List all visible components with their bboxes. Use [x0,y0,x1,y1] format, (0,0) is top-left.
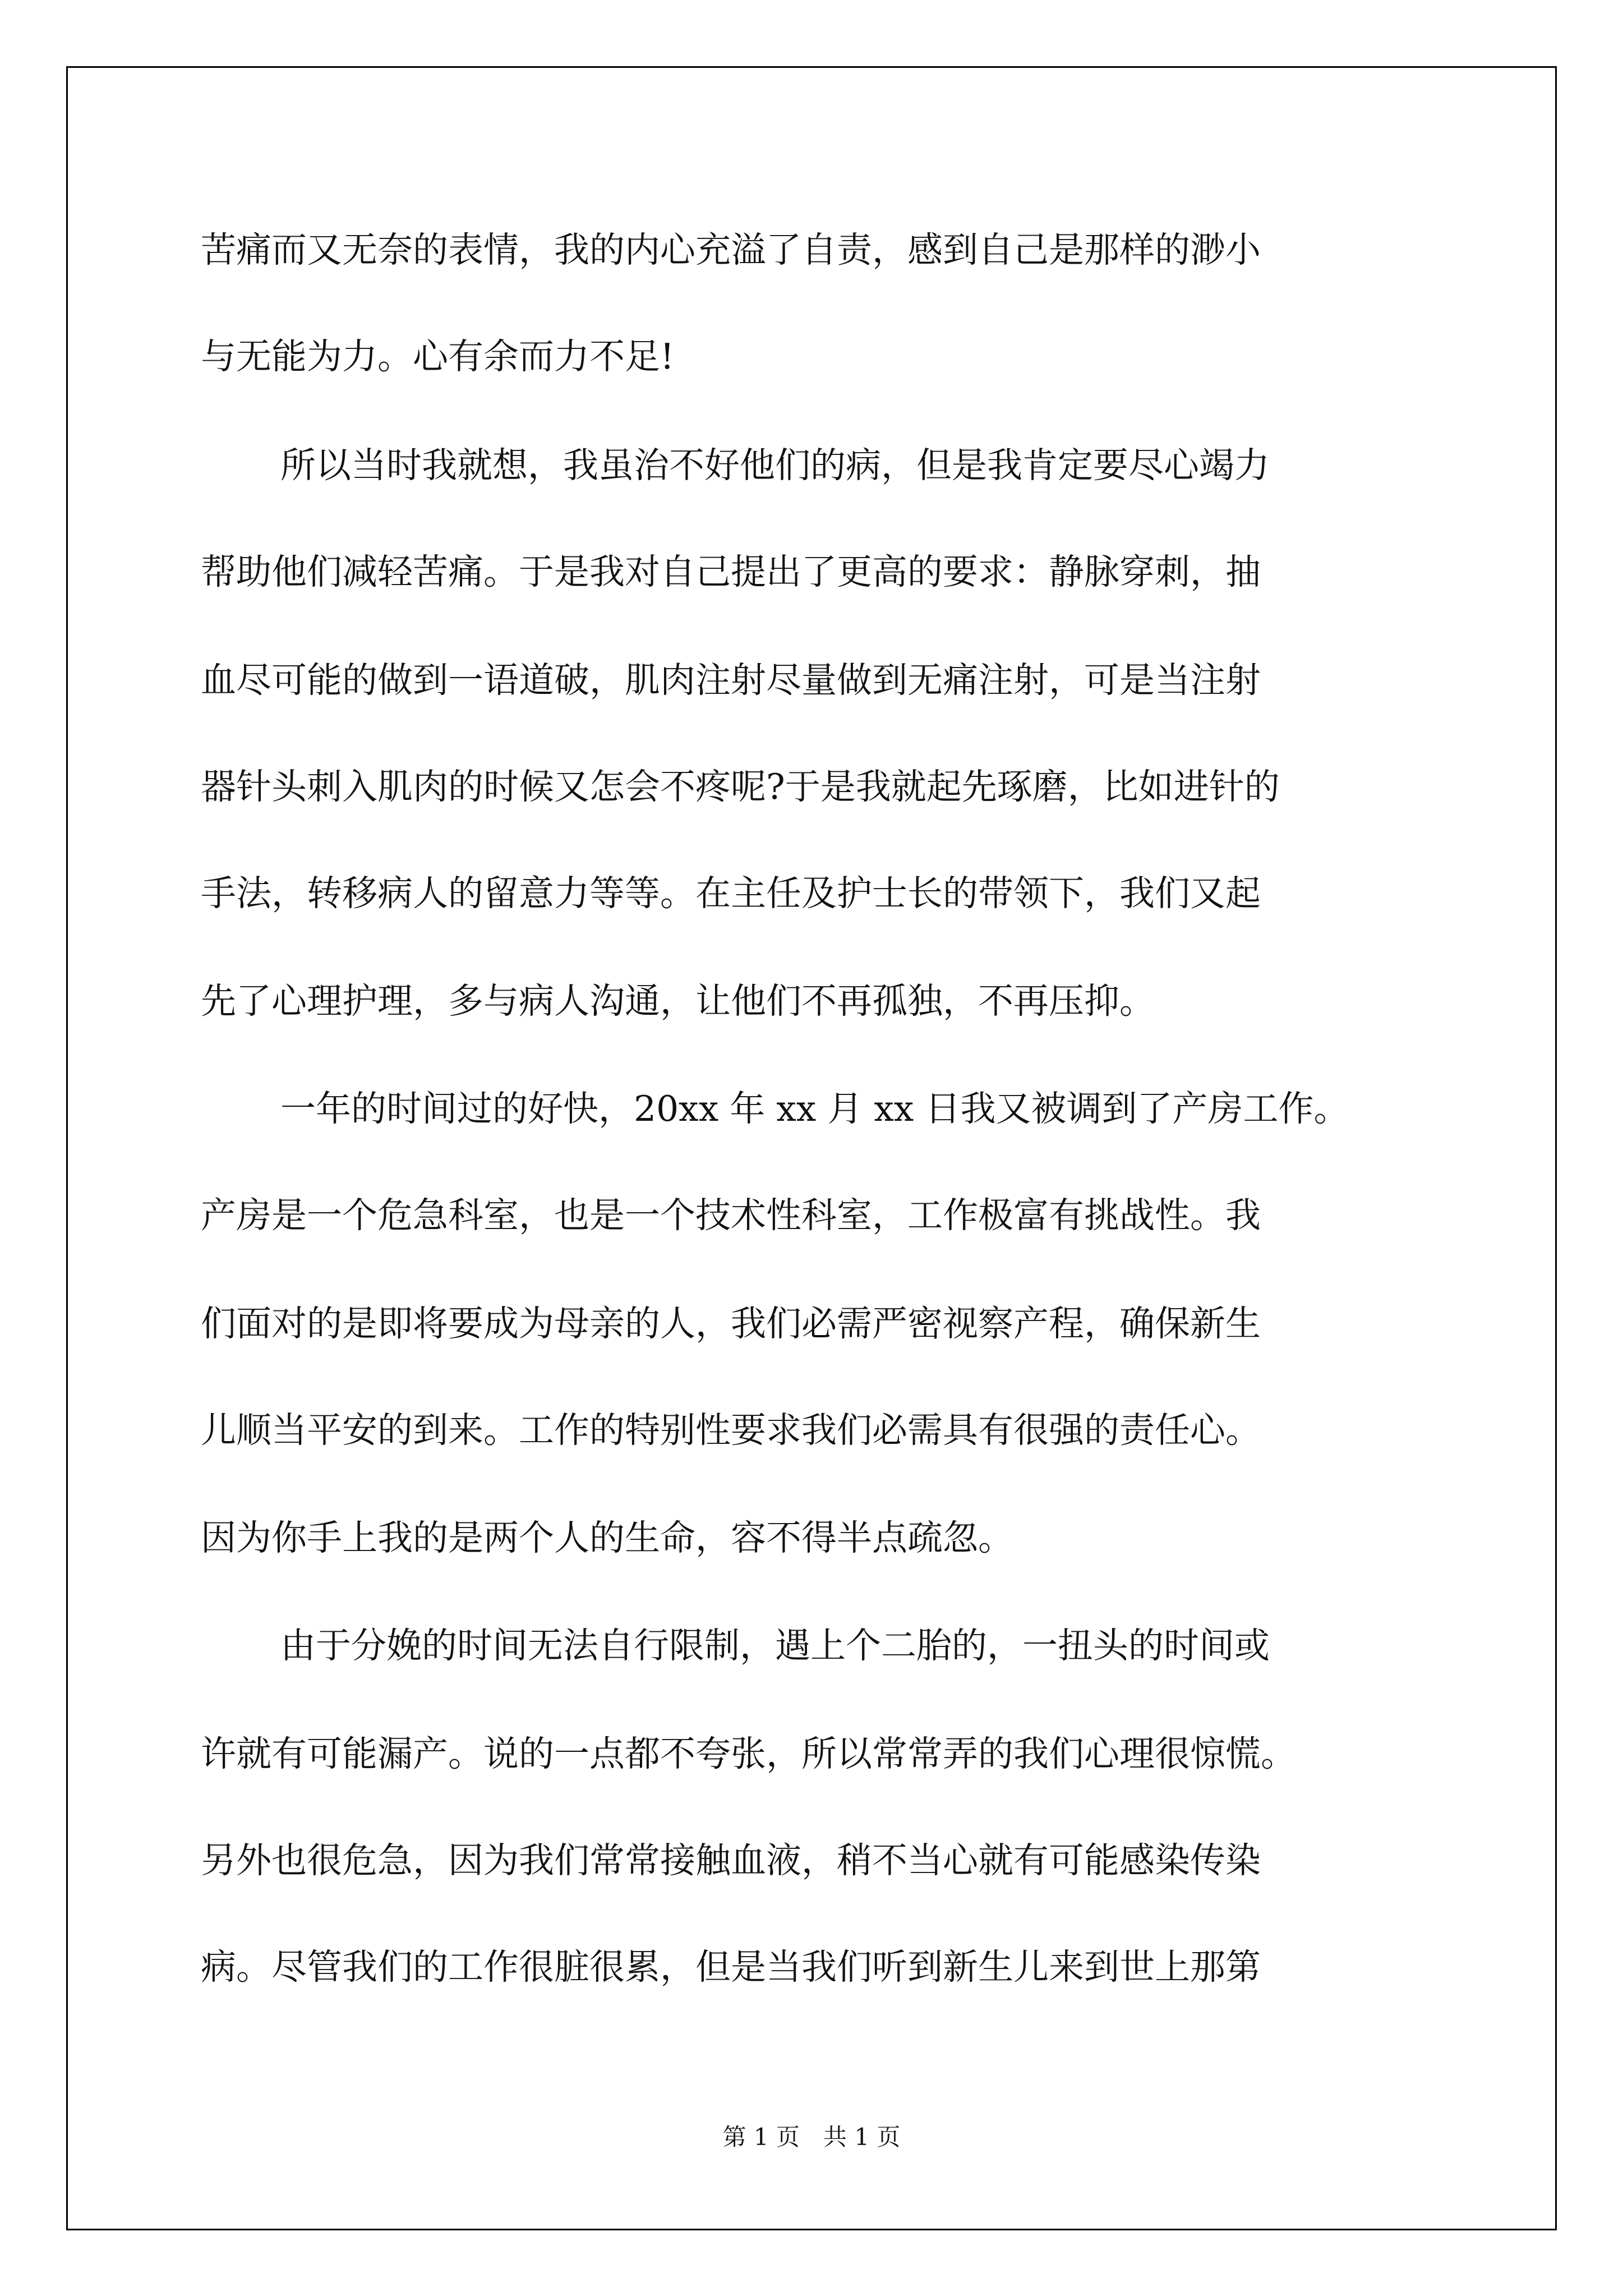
text-line: 与无能为力。心有余而力不足! [201,336,675,377]
text-line: 血尽可能的做到一语道破，肌肉注射尽量做到无痛注射，可是当注射 [201,660,1261,701]
text-line: 儿顺当平安的到来。工作的特别性要求我们必需具有很强的责任心。 [201,1410,1261,1451]
page-number: 第 1 页 共 1 页 [722,2123,901,2151]
text-line: 另外也很危急，因为我们常常接触血液，稍不当心就有可能感染传染 [201,1840,1261,1881]
text-line: 苦痛而又无奈的表情，我的内心充溢了自责，感到自己是那样的渺小 [201,229,1261,270]
text-line: 手法，转移病人的留意力等等。在主任及护士长的带领下，我们又起 [201,873,1261,914]
text-line: 病。尽管我们的工作很脏很累，但是当我们听到新生儿来到世上那第 [201,1947,1261,1987]
text-line: 一年的时间过的好快，20xx 年 xx 月 xx 日我又被调到了产房工作。 [280,1088,1349,1129]
text-line: 由于分娩的时间无法自行限制，遇上个二胎的，一扭头的时间或 [280,1625,1270,1666]
page-border [66,66,1557,2230]
text-line: 因为你手上我的是两个人的生命，容不得半点疏忽。 [201,1517,1013,1558]
text-line: 器针头刺入肌肉的时候又怎会不疼呢?于是我就起先琢磨，比如进针的 [201,766,1280,807]
page-footer [0,2120,1623,2154]
text-line: 所以当时我就想，我虽治不好他们的病，但是我肯定要尽心竭力 [280,445,1270,486]
text-line: 先了心理护理，多与病人沟通，让他们不再孤独，不再压抑。 [201,981,1155,1022]
text-line: 帮助他们减轻苦痛。于是我对自己提出了更高的要求：静脉穿刺，抽 [201,551,1261,592]
text-line: 们面对的是即将要成为母亲的人，我们必需严密视察产程，确保新生 [201,1303,1261,1344]
text-line: 产房是一个危急科室，也是一个技术性科室，工作极富有挑战性。我 [201,1195,1261,1236]
text-line: 许就有可能漏产。说的一点都不夸张，所以常常弄的我们心理很惊慌。 [201,1733,1296,1774]
